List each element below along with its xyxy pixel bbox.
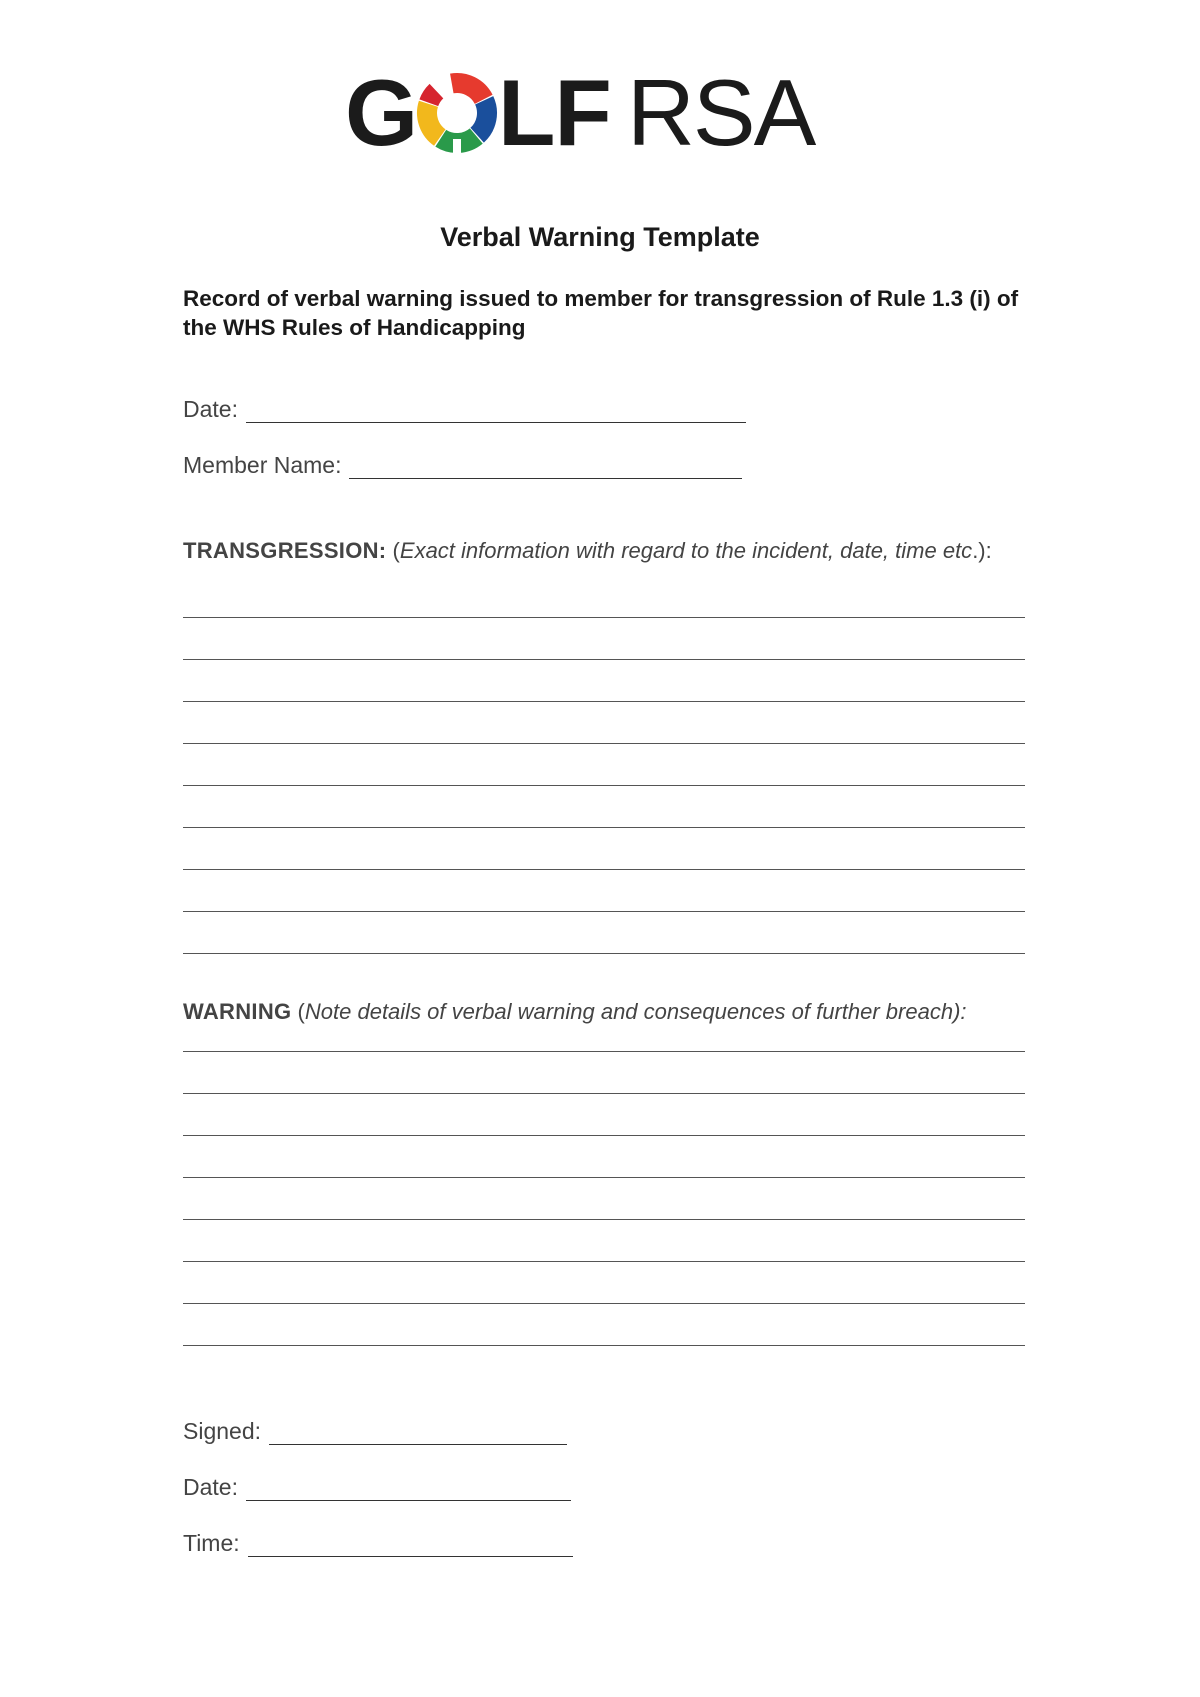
warning-line[interactable]: [183, 1219, 1025, 1220]
signed-input-line[interactable]: [269, 1424, 567, 1445]
warning-line[interactable]: [183, 1051, 1025, 1052]
sign-date-input-line[interactable]: [246, 1480, 571, 1501]
warning-line[interactable]: [183, 1345, 1025, 1346]
member-name-label: Member Name:: [183, 452, 342, 478]
warning-line[interactable]: [183, 1093, 1025, 1094]
time-label: Time:: [183, 1530, 240, 1556]
warning-line[interactable]: [183, 1135, 1025, 1136]
transgression-line[interactable]: [183, 827, 1025, 828]
transgression-note-open: (: [386, 538, 400, 563]
member-name-input-line[interactable]: [349, 458, 742, 479]
form-subtitle: Record of verbal warning issued to member for transgression of Rule 1.3 (i) of the WHS Rules of Handicapping: [183, 286, 1019, 340]
logo-text-rsa: RSA: [627, 60, 815, 165]
transgression-label: TRANSGRESSION:: [183, 538, 387, 563]
sign-date-field[interactable]: [183, 1474, 571, 1501]
transgression-line[interactable]: [183, 701, 1025, 702]
sign-date-label: Date:: [183, 1474, 238, 1500]
transgression-note: Exact information with regard to the incident, date, time etc: [399, 538, 973, 563]
date-field[interactable]: [183, 396, 746, 423]
golfrsa-logo: [345, 60, 815, 165]
warning-label: WARNING: [183, 999, 292, 1024]
transgression-line[interactable]: [183, 617, 1025, 618]
warning-line[interactable]: [183, 1261, 1025, 1262]
warning-heading: [183, 999, 967, 1025]
date-label: Date:: [183, 396, 238, 422]
time-field[interactable]: [183, 1530, 573, 1557]
warning-line[interactable]: [183, 1303, 1025, 1304]
transgression-line[interactable]: [183, 911, 1025, 912]
transgression-note-close: .):: [972, 538, 992, 563]
transgression-line[interactable]: [183, 953, 1025, 954]
warning-note: Note details of verbal warning and consequences of further breach):: [304, 999, 967, 1024]
time-input-line[interactable]: [248, 1536, 573, 1557]
signed-field[interactable]: [183, 1418, 567, 1445]
transgression-line[interactable]: [183, 659, 1025, 660]
transgression-line[interactable]: [183, 869, 1025, 870]
page-title: Verbal Warning Template: [440, 222, 760, 252]
logo-ring-icon: [415, 71, 499, 155]
warning-line[interactable]: [183, 1177, 1025, 1178]
member-name-field[interactable]: [183, 452, 742, 479]
logo-text-lf: LF: [498, 60, 611, 165]
transgression-heading: [183, 538, 992, 564]
logo-letter-g: G: [345, 60, 418, 165]
transgression-line[interactable]: [183, 785, 1025, 786]
transgression-line[interactable]: [183, 743, 1025, 744]
warning-note-open: (: [291, 999, 305, 1024]
signed-label: Signed:: [183, 1418, 262, 1444]
date-input-line[interactable]: [246, 402, 746, 423]
